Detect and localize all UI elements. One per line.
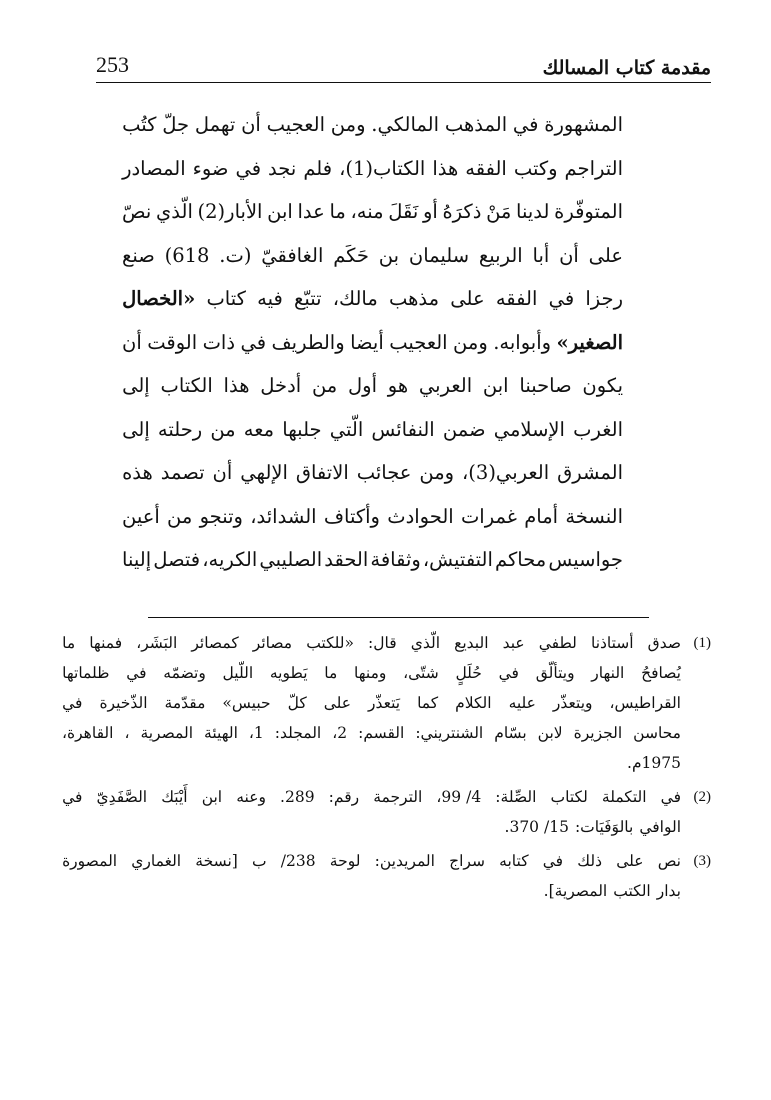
word: التراجم bbox=[564, 156, 623, 180]
word: معه bbox=[243, 417, 275, 441]
footnote-line bbox=[62, 782, 681, 812]
word: في bbox=[660, 788, 681, 806]
word: 618) bbox=[164, 243, 210, 267]
word: لكتاب bbox=[550, 788, 588, 806]
word: المالكي. bbox=[371, 113, 440, 136]
word: على bbox=[323, 694, 352, 712]
word: صنع bbox=[122, 243, 155, 267]
word: وتنجو bbox=[199, 504, 243, 528]
word: فلم bbox=[303, 156, 333, 180]
word: القاهرة، bbox=[62, 724, 114, 742]
word: الصغير» bbox=[556, 330, 623, 354]
word: الشدائد، bbox=[250, 504, 317, 528]
word: لدينا bbox=[516, 200, 550, 223]
word: يَتعذّر bbox=[368, 694, 401, 712]
text-line bbox=[122, 244, 623, 288]
word: لابن bbox=[537, 724, 563, 742]
word: في bbox=[512, 113, 539, 136]
word: إلى bbox=[122, 374, 150, 397]
text-line bbox=[122, 200, 623, 244]
word: الغرب bbox=[573, 417, 623, 441]
word: تتبّع bbox=[293, 287, 322, 310]
word: ضمن bbox=[442, 417, 486, 441]
word: ويتعذّر bbox=[552, 694, 593, 712]
word: 238/ bbox=[280, 852, 316, 870]
word: وكتب bbox=[513, 156, 558, 180]
word: محاكم bbox=[495, 548, 547, 571]
word: في bbox=[548, 287, 575, 310]
footnote bbox=[62, 628, 711, 778]
word: من bbox=[311, 374, 338, 397]
word: كتاب bbox=[206, 287, 246, 310]
word: سراج bbox=[449, 852, 485, 870]
word: أعين bbox=[122, 504, 160, 528]
word: إلينا bbox=[122, 548, 152, 571]
word: الإلهي bbox=[240, 461, 288, 484]
word: «للكتب bbox=[306, 634, 354, 652]
word: 2، bbox=[332, 724, 348, 742]
word: وأبوابه. bbox=[493, 330, 552, 354]
word: أيضا bbox=[350, 330, 384, 354]
word: المريدين: bbox=[374, 852, 435, 870]
text-line bbox=[122, 287, 623, 331]
word: من bbox=[210, 417, 236, 441]
word: ما bbox=[324, 664, 338, 682]
word: وعنه bbox=[236, 788, 266, 806]
word: على bbox=[588, 243, 623, 267]
word: عجائب bbox=[356, 461, 412, 484]
footnote-number: (2) bbox=[693, 789, 711, 805]
word: المصورة bbox=[62, 852, 118, 870]
word: مالك، bbox=[332, 287, 378, 310]
word: جواسيس bbox=[548, 548, 623, 571]
word: الربيع bbox=[478, 243, 523, 267]
word: كما bbox=[417, 694, 439, 712]
footnote-line bbox=[62, 748, 681, 778]
text-line bbox=[122, 374, 623, 418]
word: رقم: bbox=[328, 788, 360, 806]
word: بالوَفَيَات: bbox=[574, 818, 634, 836]
word: حبيس» bbox=[222, 694, 271, 712]
text-line bbox=[122, 331, 623, 375]
word: الذّخيرة bbox=[99, 694, 148, 712]
footnote bbox=[62, 782, 711, 842]
word: صدق bbox=[647, 634, 681, 652]
word: ومن bbox=[330, 113, 366, 136]
word: يُصافحُ bbox=[641, 664, 681, 682]
word: في bbox=[126, 664, 147, 682]
word: وثقافة bbox=[370, 548, 421, 571]
word: العجيب bbox=[389, 330, 448, 354]
word: يَطويه bbox=[269, 664, 308, 682]
word: في bbox=[235, 156, 262, 180]
word: ابن bbox=[482, 374, 509, 397]
word: والطريف bbox=[271, 330, 345, 354]
footnote-line bbox=[62, 718, 681, 748]
word: من bbox=[167, 504, 193, 528]
word: ضوء bbox=[192, 156, 229, 180]
word: أَيْبَك bbox=[161, 788, 188, 806]
word: هذا bbox=[432, 156, 459, 180]
word: الكتاب bbox=[160, 374, 213, 397]
text-line bbox=[122, 548, 623, 592]
word: العربي(3)، bbox=[462, 461, 550, 484]
word: بسّام bbox=[494, 724, 527, 742]
word: المجلد: bbox=[274, 724, 322, 742]
word: التفتيش، bbox=[422, 548, 493, 571]
word: في bbox=[62, 694, 83, 712]
word: أو bbox=[422, 200, 438, 223]
footnote-line bbox=[62, 876, 681, 906]
word: المصرية]. bbox=[543, 882, 608, 900]
word: الفقه bbox=[495, 287, 538, 310]
word: مقدّمة bbox=[164, 694, 206, 712]
word: الوقت bbox=[147, 330, 198, 354]
word: الّتي bbox=[329, 417, 364, 441]
word: 4/ 99، bbox=[436, 788, 482, 806]
word: مَنْ bbox=[486, 200, 512, 223]
word: أمام bbox=[524, 504, 559, 528]
word: فيه bbox=[257, 287, 283, 310]
word: الهيئة bbox=[204, 724, 238, 742]
word: العربي bbox=[418, 374, 473, 397]
word: وأكتاف bbox=[323, 504, 380, 528]
running-head-title: مقدمة كتاب المسالك bbox=[542, 57, 711, 79]
word: جلبها bbox=[282, 417, 322, 441]
word: التكملة bbox=[601, 788, 647, 806]
word: القسم: bbox=[358, 724, 405, 742]
word: الكتب bbox=[613, 882, 651, 900]
word: في bbox=[542, 852, 564, 870]
word: بدار bbox=[656, 882, 681, 900]
running-header bbox=[96, 42, 711, 83]
word: المشهورة bbox=[544, 113, 623, 136]
word: الصِّلة: bbox=[495, 788, 537, 806]
word: صاحبنا bbox=[519, 374, 572, 397]
word: شتّى، bbox=[403, 664, 439, 682]
word: كتابه bbox=[499, 852, 529, 870]
word: ما bbox=[329, 200, 346, 223]
word: على bbox=[616, 852, 644, 870]
word: أن bbox=[122, 330, 142, 354]
word: الجزيرة bbox=[573, 724, 623, 742]
word: المصرية bbox=[140, 724, 194, 742]
footnote-line bbox=[62, 846, 681, 876]
word: هذه bbox=[122, 461, 153, 484]
word: كمصائر bbox=[191, 634, 239, 652]
text-line bbox=[122, 157, 623, 201]
word: «الخصال bbox=[122, 287, 196, 310]
word: نجد bbox=[268, 156, 297, 180]
word: الترجمة bbox=[373, 788, 423, 806]
text-line bbox=[122, 418, 623, 462]
word: عليه bbox=[508, 694, 536, 712]
word: 15/ 370. bbox=[504, 818, 569, 836]
word: في bbox=[62, 788, 83, 806]
word: هو bbox=[387, 374, 409, 397]
word: القراطيس، bbox=[609, 694, 681, 712]
word: الأبار(2) bbox=[197, 200, 263, 223]
footnote-separator bbox=[148, 617, 649, 618]
word: العجيب bbox=[266, 113, 325, 136]
footnote-line bbox=[62, 628, 681, 658]
word: تصمد bbox=[160, 461, 205, 484]
word: الصَّفَدِيّ bbox=[96, 788, 148, 806]
word: المذهب bbox=[444, 113, 508, 136]
word: المصادر bbox=[122, 156, 186, 180]
word: كلّ bbox=[287, 694, 307, 712]
word: الاتفاق bbox=[295, 461, 349, 484]
footnote-line bbox=[62, 812, 681, 842]
page-number: 253 bbox=[96, 52, 129, 77]
footnote-number: (1) bbox=[693, 635, 711, 651]
word: فمنها bbox=[89, 634, 123, 652]
word: تهمل bbox=[194, 113, 236, 136]
word: (ت. bbox=[219, 243, 252, 267]
word: ذات bbox=[202, 330, 236, 354]
word: أبا bbox=[532, 243, 550, 267]
word: مذهب bbox=[388, 287, 440, 310]
word: لطفي bbox=[538, 634, 577, 652]
word: إلى bbox=[122, 417, 150, 441]
word: الحوادث bbox=[387, 504, 454, 528]
word: ومنها bbox=[354, 664, 387, 682]
word: بن bbox=[378, 243, 400, 267]
word: 1، bbox=[248, 724, 264, 742]
word: رجزا bbox=[585, 287, 623, 310]
word: الفقه bbox=[465, 156, 507, 180]
word: غمرات bbox=[460, 504, 517, 528]
word: ومن bbox=[419, 461, 455, 484]
word: الحقد bbox=[324, 548, 369, 571]
word: اللّيل bbox=[222, 664, 254, 682]
word: النسخة bbox=[565, 504, 623, 528]
word: في bbox=[240, 330, 267, 354]
word: منه، bbox=[350, 200, 384, 223]
word: أدخل bbox=[260, 374, 302, 397]
word: نصّ bbox=[122, 200, 152, 223]
word: رحلته bbox=[157, 417, 203, 441]
word: أن bbox=[241, 113, 261, 136]
footnote-number: (3) bbox=[693, 853, 711, 869]
word: لوحة bbox=[329, 852, 361, 870]
word: مصائر bbox=[252, 634, 293, 652]
word: النهار bbox=[591, 664, 625, 682]
word: عبد bbox=[502, 634, 525, 652]
word: على bbox=[450, 287, 485, 310]
word: الّذي bbox=[156, 200, 193, 223]
text-line bbox=[122, 113, 623, 157]
word: حَكَم bbox=[333, 243, 369, 267]
word: عدا bbox=[297, 200, 325, 223]
word: ظلماتها bbox=[62, 664, 110, 682]
word: قال: bbox=[368, 634, 397, 652]
word: الغافقيّ bbox=[261, 243, 324, 267]
word: ومن bbox=[453, 330, 488, 354]
text-line bbox=[122, 461, 623, 505]
word: ، bbox=[124, 724, 130, 742]
text-line bbox=[122, 505, 623, 549]
word: 1975م. bbox=[627, 754, 681, 772]
word: أستاذنا bbox=[590, 634, 634, 652]
word: أن bbox=[212, 461, 233, 484]
word: الكلام bbox=[455, 694, 492, 712]
word: وتضمّه bbox=[163, 664, 206, 682]
word: نَقَلَ bbox=[388, 200, 419, 223]
word: الصليبي bbox=[259, 548, 323, 571]
word: جلّ bbox=[162, 113, 190, 136]
word: الكريه، bbox=[202, 548, 258, 571]
word: الإسلامي bbox=[493, 417, 565, 441]
word: الغماري bbox=[131, 852, 182, 870]
word: هذا bbox=[223, 374, 250, 397]
word: البديع bbox=[454, 634, 489, 652]
word: ما bbox=[62, 634, 76, 652]
word: أول bbox=[348, 374, 378, 397]
word: ب bbox=[252, 852, 267, 870]
word: الوافي bbox=[639, 818, 681, 836]
word: الكتاب(1)، bbox=[339, 156, 426, 180]
footnote bbox=[62, 846, 711, 906]
word: ويتألّق bbox=[535, 664, 575, 682]
footnote-line bbox=[62, 688, 681, 718]
word: البَشَر، bbox=[136, 634, 178, 652]
word: 289. bbox=[280, 788, 315, 806]
word: ذكرَهُ bbox=[442, 200, 482, 223]
word: سليمان bbox=[408, 243, 470, 267]
word: كتُب bbox=[122, 113, 157, 136]
main-text bbox=[122, 113, 623, 592]
word: حُلَلٍ bbox=[455, 664, 482, 682]
word: المشرق bbox=[557, 461, 623, 484]
word: أن bbox=[559, 243, 579, 267]
word: ابن bbox=[267, 200, 293, 223]
word: [نسخة bbox=[195, 852, 238, 870]
word: يكون bbox=[582, 374, 623, 397]
word: فتصل bbox=[153, 548, 201, 571]
word: ذلك bbox=[577, 852, 602, 870]
word: النفائس bbox=[371, 417, 435, 441]
word: محاسن bbox=[633, 724, 681, 742]
word: الشنتريني: bbox=[415, 724, 484, 742]
footnote-line bbox=[62, 658, 681, 688]
word: الّذي bbox=[410, 634, 441, 652]
word: ابن bbox=[201, 788, 223, 806]
footnotes bbox=[62, 628, 711, 910]
word: في bbox=[498, 664, 519, 682]
word: المتوفّرة bbox=[554, 200, 623, 223]
word: نص bbox=[657, 852, 681, 870]
